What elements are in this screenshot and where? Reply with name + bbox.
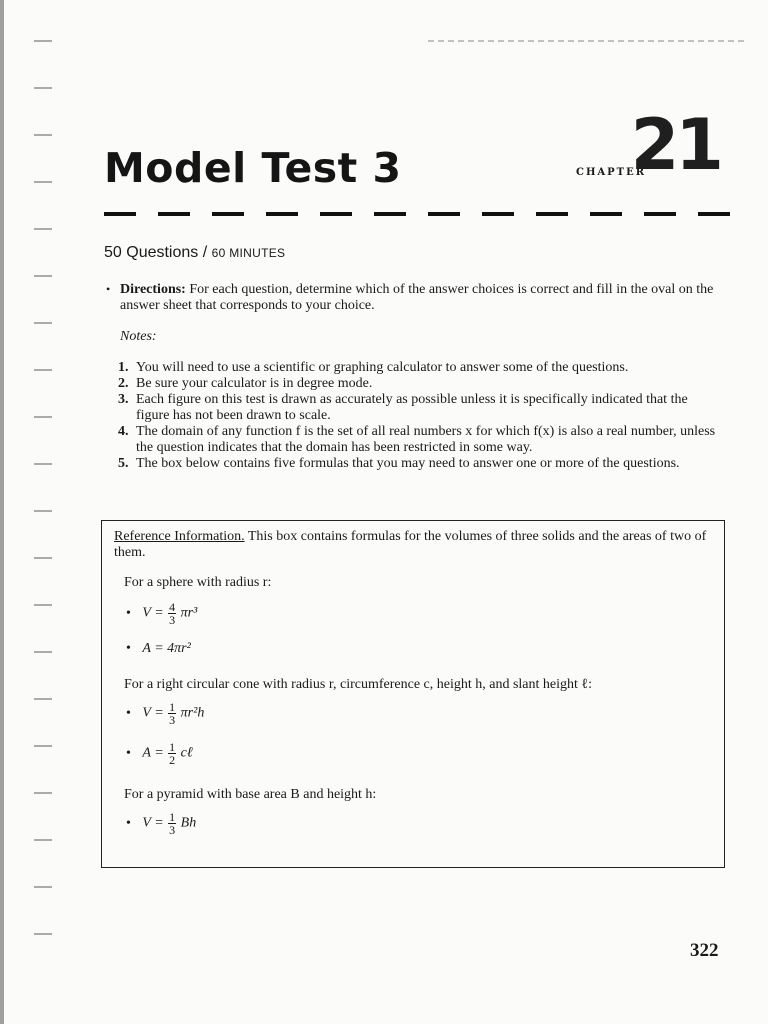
margin-mark <box>34 275 52 277</box>
fraction: $\frac{4}{3}$ <box>169 600 176 627</box>
margin-mark <box>34 557 52 559</box>
directions-paragraph <box>106 282 720 314</box>
rule-dash <box>644 212 676 216</box>
chapter-number: 21 <box>630 104 720 186</box>
margin-mark <box>34 463 52 465</box>
bullet-icon: • <box>126 745 131 761</box>
margin-mark <box>34 134 52 136</box>
binding-edge <box>0 0 4 1024</box>
fraction: $\frac{1}{3}$ <box>169 810 176 837</box>
rule-dash <box>158 212 190 216</box>
rule-dash <box>536 212 568 216</box>
question-count: 50 Questions <box>104 244 199 261</box>
note-item: 2. Be sure your calculator is in degree mode. <box>118 376 373 391</box>
rule-dash <box>428 212 460 216</box>
sphere-volume-formula: • V = $\frac{4}{3}$ πr³ <box>126 600 198 627</box>
note-item: 3. Each figure on this test is drawn as accurately as possible unless it is specifically indicated that the figure has not been drawn to scale. <box>118 392 688 423</box>
bullet-icon: • <box>126 705 131 721</box>
rule-dash <box>590 212 622 216</box>
margin-mark <box>34 416 52 418</box>
margin-mark <box>34 322 52 324</box>
rule-dash <box>374 212 406 216</box>
margin-mark <box>34 839 52 841</box>
directions-text: For each question, determine which of the answer choices is correct and fill in the oval on the answer sheet that corresponds to your choice. <box>120 282 714 313</box>
test-subtitle <box>104 244 285 262</box>
dashed-rule <box>104 208 726 220</box>
directions-label: Directions: <box>120 282 186 297</box>
bullet-icon: • <box>126 641 131 656</box>
rule-dash <box>698 212 730 216</box>
bullet-icon: • <box>126 815 131 831</box>
page-title: Model Test 3 <box>104 144 402 192</box>
rule-dash <box>320 212 352 216</box>
note-item: 4. The domain of any function f is the set of all real numbers x for which f(x) is also a real number, unless the question indicates that the domain has been restricted in some way. <box>118 424 716 455</box>
margin-mark <box>34 369 52 371</box>
sphere-area-formula: • A = 4πr² <box>126 641 191 656</box>
cone-volume-formula: • V = $\frac{1}{3}$ πr²h <box>126 700 205 727</box>
cone-area-formula: • A = $\frac{1}{2}$ cℓ <box>126 740 193 767</box>
time-limit: 60 MINUTES <box>211 246 286 260</box>
margin-mark <box>34 745 52 747</box>
subtitle-separator: / <box>202 244 208 261</box>
margin-mark <box>34 87 52 89</box>
rule-dash <box>266 212 298 216</box>
margin-mark <box>34 792 52 794</box>
margin-mark <box>34 510 52 512</box>
chapter-label: CHAPTER <box>576 167 647 178</box>
page-number: 322 <box>690 940 719 961</box>
margin-mark <box>34 604 52 606</box>
rule-dash <box>104 212 136 216</box>
margin-mark <box>34 40 52 42</box>
margin-mark <box>34 651 52 653</box>
margin-mark <box>34 181 52 183</box>
notes-label: Notes: <box>120 329 157 344</box>
pyramid-heading: For a pyramid with base area B and height h: <box>124 787 377 802</box>
bullet-icon: • <box>126 605 131 621</box>
scan-artifact-line <box>428 40 748 42</box>
reference-heading: Reference Information. <box>114 529 245 544</box>
note-item: 5. The box below contains five formulas that you may need to answer one or more of the questions. <box>118 456 680 471</box>
fraction: $\frac{1}{2}$ <box>169 740 176 767</box>
rule-dash <box>212 212 244 216</box>
chapter-marker <box>576 104 720 186</box>
cone-heading: For a right circular cone with radius r, circumference c, height h, and slant height ℓ: <box>124 677 592 692</box>
sphere-heading: For a sphere with radius r: <box>124 575 272 590</box>
margin-mark <box>34 228 52 230</box>
pyramid-volume-formula: • V = $\frac{1}{3}$ Bh <box>126 810 197 837</box>
notes-list <box>118 360 718 472</box>
margin-mark <box>34 933 52 935</box>
reference-intro-text: This box contains formulas for the volumes of three solids and the areas of two of them. <box>114 529 707 560</box>
margin-mark <box>34 698 52 700</box>
margin-mark <box>34 886 52 888</box>
reference-box <box>101 520 725 868</box>
fraction: $\frac{1}{3}$ <box>169 700 176 727</box>
bullet-icon: • <box>106 282 111 296</box>
rule-dash <box>482 212 514 216</box>
note-item: 1. You will need to use a scientific or graphing calculator to answer some of the questions. <box>118 360 629 375</box>
reference-intro <box>114 529 714 561</box>
